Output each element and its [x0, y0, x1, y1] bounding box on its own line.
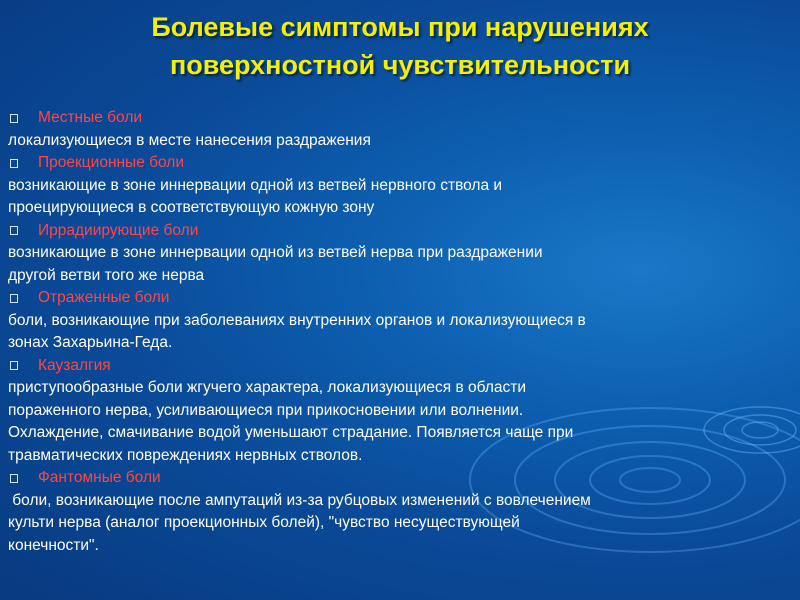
- item-description-line: культи нерва (аналог проекционных болей), "чувство несуществующей: [8, 514, 520, 531]
- item-description-line: приступообразные боли жгучего характера, локализующиеся в области: [8, 379, 527, 396]
- square-bullet-icon: [10, 159, 18, 168]
- square-bullet-icon: [10, 294, 18, 303]
- item-description-line: боли, возникающие после ампутаций из-за рубцовых изменений с вовлечением: [8, 491, 591, 509]
- title-line-2: поверхностной чувствительности: [169, 50, 631, 80]
- list-item: [8, 355, 792, 468]
- square-bullet-icon: [10, 114, 18, 123]
- item-description-line: Охлаждение, смачивание водой уменьшают страдание. Появляется чаще при: [8, 424, 574, 441]
- symptom-list: [8, 107, 792, 557]
- item-heading: Фантомные боли: [38, 469, 161, 486]
- item-heading: Отраженные боли: [38, 289, 170, 306]
- slide-title: [0, 8, 800, 84]
- square-bullet-icon: [10, 474, 18, 483]
- item-description-line: другой ветви того же нерва: [8, 266, 205, 284]
- item-description-line: зонах Захарьина-Геда.: [8, 334, 173, 351]
- list-item: [8, 467, 792, 557]
- item-description-line: возникающие в зоне иннервации одной из ветвей нерва при раздражении: [8, 244, 543, 261]
- square-bullet-icon: [10, 361, 18, 370]
- item-description-line: возникающие в зоне иннервации одной из ветвей нервного ствола и: [8, 176, 503, 194]
- item-heading: Проекционные боли: [38, 154, 184, 171]
- list-item: [8, 152, 792, 220]
- list-item: [8, 287, 792, 355]
- list-item: [8, 220, 792, 288]
- title-line-1: Болевые симптомы при нарушениях: [151, 12, 649, 42]
- square-bullet-icon: [10, 226, 18, 235]
- item-description-line: пораженного нерва, усиливающиеся при прикосновении или волнении.: [8, 401, 524, 419]
- list-item: [8, 107, 792, 152]
- item-description-line: конечности".: [8, 536, 99, 554]
- item-heading: Каузалгия: [38, 356, 111, 374]
- item-description-line: травматических повреждениях нервных стволов.: [8, 446, 363, 464]
- item-heading: Иррадиирующие боли: [38, 221, 199, 239]
- item-description-line: боли, возникающие при заболеваниях внутренних органов и локализующиеся в: [8, 311, 586, 329]
- item-description-line: проецирующиеся в соответствующую кожную зону: [8, 199, 375, 216]
- item-description-line: локализующиеся в месте нанесения раздражения: [8, 131, 371, 149]
- item-heading: Местные боли: [38, 109, 143, 126]
